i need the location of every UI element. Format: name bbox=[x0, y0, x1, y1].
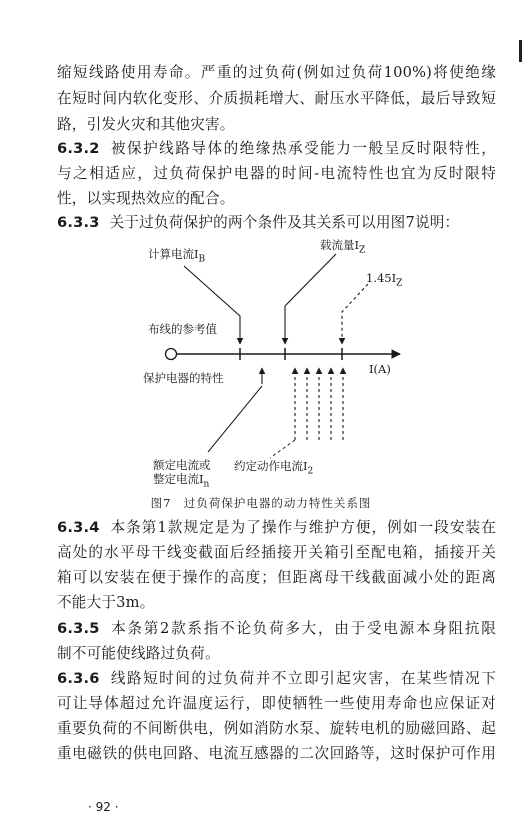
axis-origin-circle bbox=[166, 349, 177, 360]
clause-6-3-4 bbox=[57, 517, 496, 539]
clause-text: 本条第2款系指不论负荷多大，由于受电源本身阻抗限 bbox=[109, 620, 496, 637]
label-rated-current-2: 整定电流$I_n$ bbox=[153, 472, 210, 490]
clause-number: 6.3.2 bbox=[57, 140, 100, 157]
clause-text: 本条第1款规定是为了操作与维护方便，例如一段安装在 bbox=[109, 519, 496, 536]
figure-caption: 图7 过负荷保护电器的动力特性关系图 bbox=[150, 496, 372, 510]
clause-number: 6.3.4 bbox=[57, 519, 100, 536]
body-line: 在短时间内软化变形、介质损耗增大、耐压水平降低，最后导致短 bbox=[57, 90, 496, 107]
label-145iz: $1.45I_Z$ bbox=[366, 271, 403, 289]
clause-number: 6.3.5 bbox=[57, 620, 100, 637]
145iz-leader-arrow bbox=[342, 284, 368, 344]
clause-text: 关于过负荷保护的两个条件及其关系可以用图7说明： bbox=[109, 214, 460, 231]
label-operating-current: 约定动作电流$I_2$ bbox=[234, 459, 314, 477]
body-line: 箱可以安装在便于操作的高度；但距离母干线截面减小处的距离 bbox=[57, 569, 496, 586]
label-ampacity: 载流量$I_Z$ bbox=[320, 238, 366, 256]
clause-number: 6.3.3 bbox=[57, 214, 100, 231]
label-rated-current-1: 额定电流或 bbox=[153, 458, 211, 472]
body-line: 可让导体超过允许温度运行，即使牺牲一些使用寿命也应保证对 bbox=[57, 695, 496, 712]
body-line: 制不可能使线路过负荷。 bbox=[57, 645, 220, 662]
label-calc-current: 计算电流$I_B$ bbox=[148, 247, 206, 265]
label-device-characteristic: 保护电器的特性 bbox=[143, 371, 224, 385]
body-line: 重电磁铁的供电回路、电流互感器的二次回路等，这时保护可作用 bbox=[57, 745, 496, 762]
clause-6-3-5 bbox=[57, 618, 496, 640]
i2-leader-line bbox=[270, 440, 295, 458]
label-axis-current: I(A) bbox=[369, 362, 391, 376]
clause-6-3-6 bbox=[57, 668, 496, 690]
label-line-reference: 布线的参考值 bbox=[148, 322, 217, 336]
clause-text: 线路短时间的过负荷并不立即引起灾害，在某些情况下 bbox=[109, 670, 496, 687]
body-line: 路，引发火灾和其他灾害。 bbox=[57, 116, 235, 133]
body-line: 不能大于3m。 bbox=[57, 594, 155, 611]
in-leader-line bbox=[208, 386, 262, 452]
clause-text: 被保护线路导体的绝缘热承受能力一般呈反时限特性， bbox=[109, 140, 496, 157]
clause-number: 6.3.6 bbox=[57, 670, 100, 687]
body-line: 重要负荷的不间断供电，例如消防水泵、旋转电机的励磁回路、起 bbox=[57, 720, 496, 737]
body-line: 高处的水平母干线变截面后经插接开关箱引至配电箱，插接开关 bbox=[57, 544, 496, 561]
page-number: · 92 · bbox=[88, 800, 119, 814]
body-line: 缩短线路使用寿命。严重的过负荷(例如过负荷100%)将使绝缘 bbox=[57, 64, 496, 81]
body-line: 性，以实现热效应的配合。 bbox=[57, 190, 235, 207]
body-line: 与之相适应，过负荷保护电器的时间-电流特性也宜为反时限特 bbox=[57, 165, 496, 182]
iz-leader-arrow bbox=[285, 254, 336, 344]
